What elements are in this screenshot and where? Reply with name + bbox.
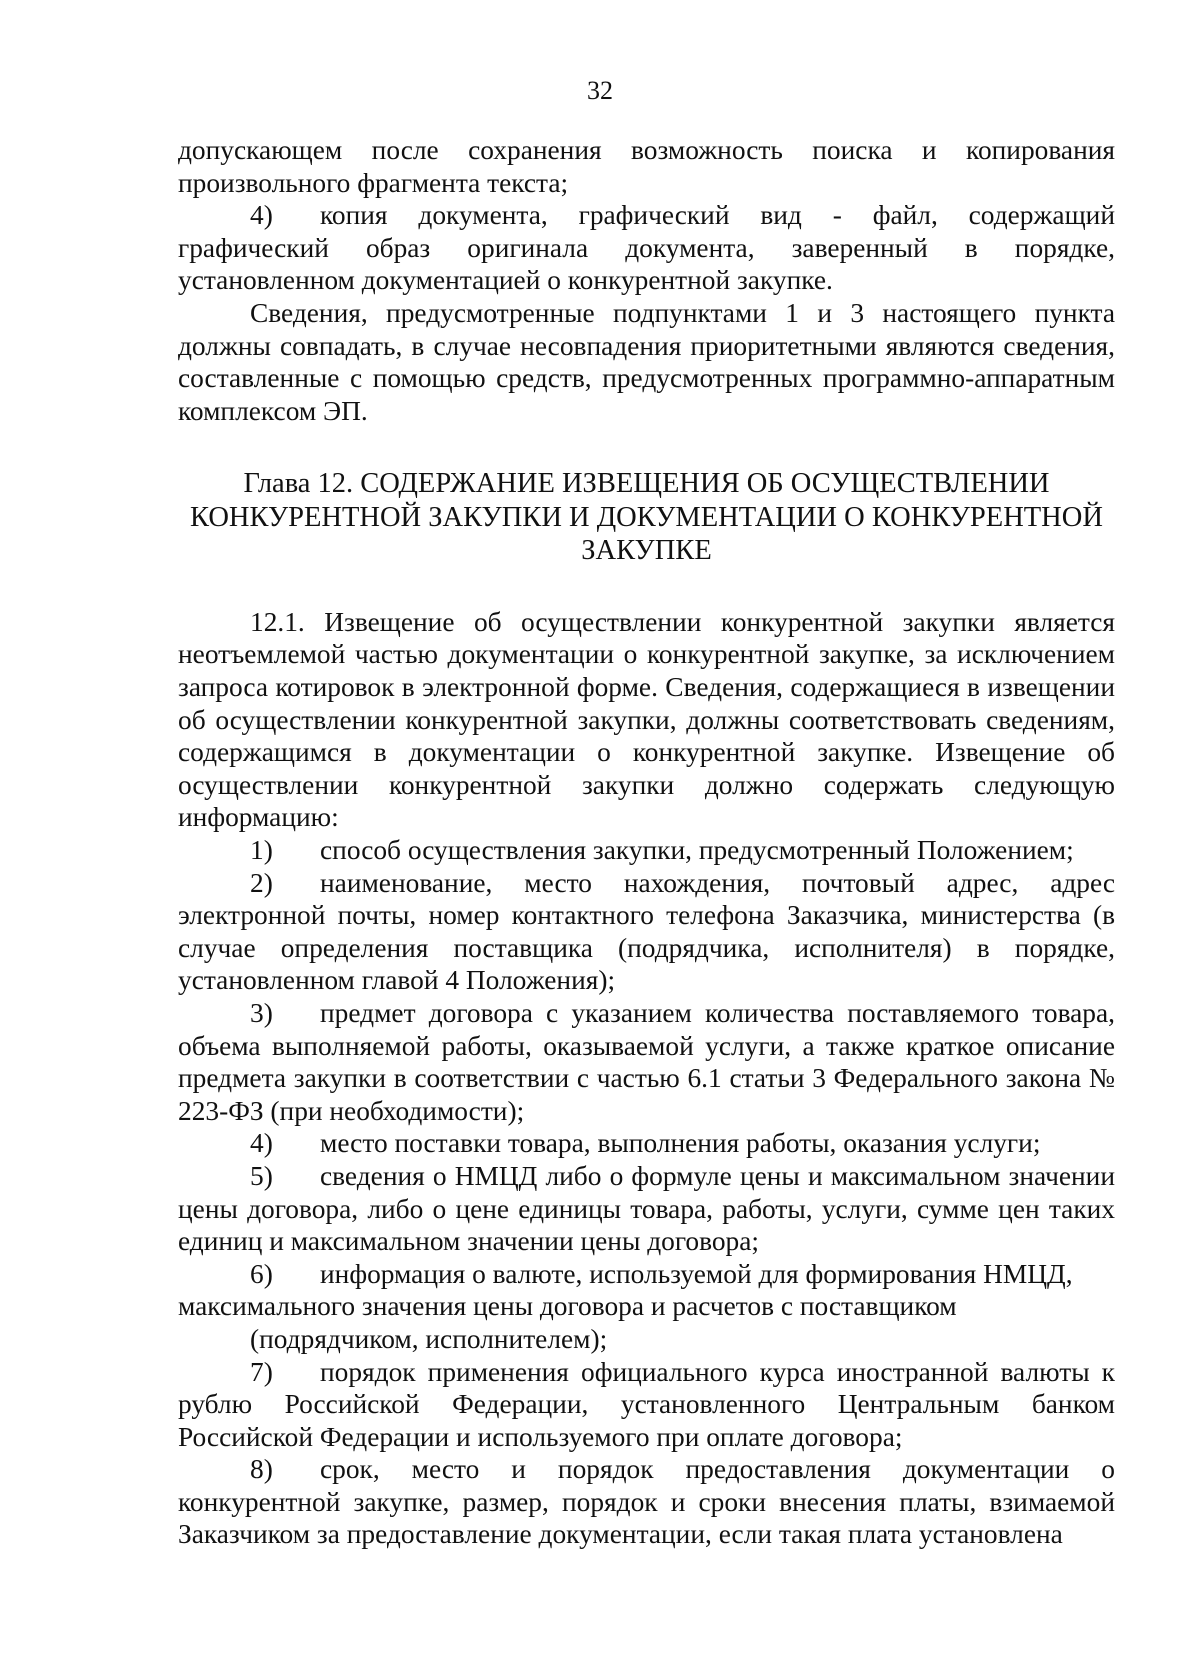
list-item-top-4 — [178, 199, 1115, 297]
list-item-2 — [178, 867, 1115, 997]
list-item-text: наименование, место нахождения, почтовый адрес, адрес электронной почты, номер контактного телефона Заказчика, министерства (в случае определения поставщика (подрядчика, исполнителя) в порядке, установленном главой 4 Положения); — [178, 867, 1115, 996]
list-item-1 — [178, 834, 1115, 867]
list-item-number: 4) — [250, 1128, 273, 1159]
list-item-number: 6) — [250, 1258, 273, 1289]
list-item-number: 1) — [250, 835, 273, 865]
list-item-text: срок, место и порядок предоставления документации о конкурентной закупке, размер, порядок и сроки внесения платы, взимаемой Заказчиком за предоставление документации, если такая плата установлена — [178, 1454, 1115, 1550]
document-body — [178, 134, 1115, 1551]
list-item-number: 2) — [250, 867, 273, 898]
page-number: 32 — [587, 76, 613, 105]
list-item-number: 3) — [250, 997, 273, 1028]
list-item-8 — [178, 1453, 1115, 1551]
list-item-text: место поставки товара, выполнения работы, оказания услуги; — [320, 1128, 1041, 1159]
list-item-3 — [178, 997, 1115, 1127]
chapter-heading-line-3: ЗАКУПКЕ — [581, 535, 712, 567]
list-item-4 — [178, 1127, 1115, 1160]
list-item-text: порядок применения официального курса иностранной валюты к рублю Российской Федерации, установленного Центральным банком Российской Федерации и используемого при оплате договора; — [178, 1356, 1115, 1452]
list-item-6-continuation: (подрядчиком, исполнителем); — [250, 1323, 608, 1354]
chapter-heading-line-2: КОНКУРЕНТНОЙ ЗАКУПКИ И ДОКУМЕНТАЦИИ О КОНКУРЕНТНОЙ — [190, 501, 1103, 533]
paragraph-continuation: допускающем после сохранения возможность поиска и копирования произвольного фрагмента текста; — [178, 135, 1115, 198]
list-item-text: копия документа, графический вид - файл, содержащий графический образ оригинала документа, заверенный в порядке, установленном документацией о конкурентной закупке. — [178, 200, 1115, 296]
list-item-text: сведения о НМЦД либо о формуле цены и максимальном значении цены договора, либо о цене единицы товара, работы, услуги, сумме цен таких единиц и максимальном значении цены договора; — [178, 1160, 1115, 1257]
section-12-1: 12.1. Извещение об осуществлении конкурентной закупки является неотъемлемой частью документации о конкурентной закупке, за исключением запроса котировок в электронной форме. Сведения, содержащиеся в извещении об осуществлении конкурентной закупки, должны соответствовать сведениям, содержащимся в документации о конкурентной закупке. Извещение об осуществлении конкурентной закупки должно содержать следующую информацию: — [178, 606, 1115, 833]
list-item-number: 5) — [250, 1160, 273, 1191]
list-item-5 — [178, 1160, 1115, 1258]
list-item-text: способ осуществления закупки, предусмотренный Положением; — [320, 835, 1074, 865]
chapter-heading — [178, 467, 1115, 568]
list-item-7 — [178, 1356, 1115, 1454]
list-item-text: предмет договора с указанием количества поставляемого товара, объема выполняемой работы, оказываемой услуги, а также краткое описание предмета закупки в соответствии с частью 6.1 статьи 3 Федерального закона № 223-ФЗ (при необходимости); — [178, 997, 1115, 1126]
list-item-6 — [178, 1258, 1115, 1323]
chapter-heading-line-1: Глава 12. СОДЕРЖАНИЕ ИЗВЕЩЕНИЯ ОБ ОСУЩЕСТВЛЕНИИ — [243, 468, 1050, 500]
list-item-number: 8) — [250, 1454, 273, 1485]
list-item-text: информация о валюте, используемой для формирования НМЦД, максимального значения цены договора и расчетов с поставщиком — [178, 1258, 1073, 1322]
list-item-number: 7) — [250, 1356, 273, 1387]
list-item-number: 4) — [250, 200, 273, 231]
paragraph-info: Сведения, предусмотренные подпунктами 1 и 3 настоящего пункта должны совпадать, в случае несовпадения приоритетными являются сведения, составленные с помощью средств, предусмотренных программно-аппаратным комплексом ЭП. — [178, 297, 1115, 426]
